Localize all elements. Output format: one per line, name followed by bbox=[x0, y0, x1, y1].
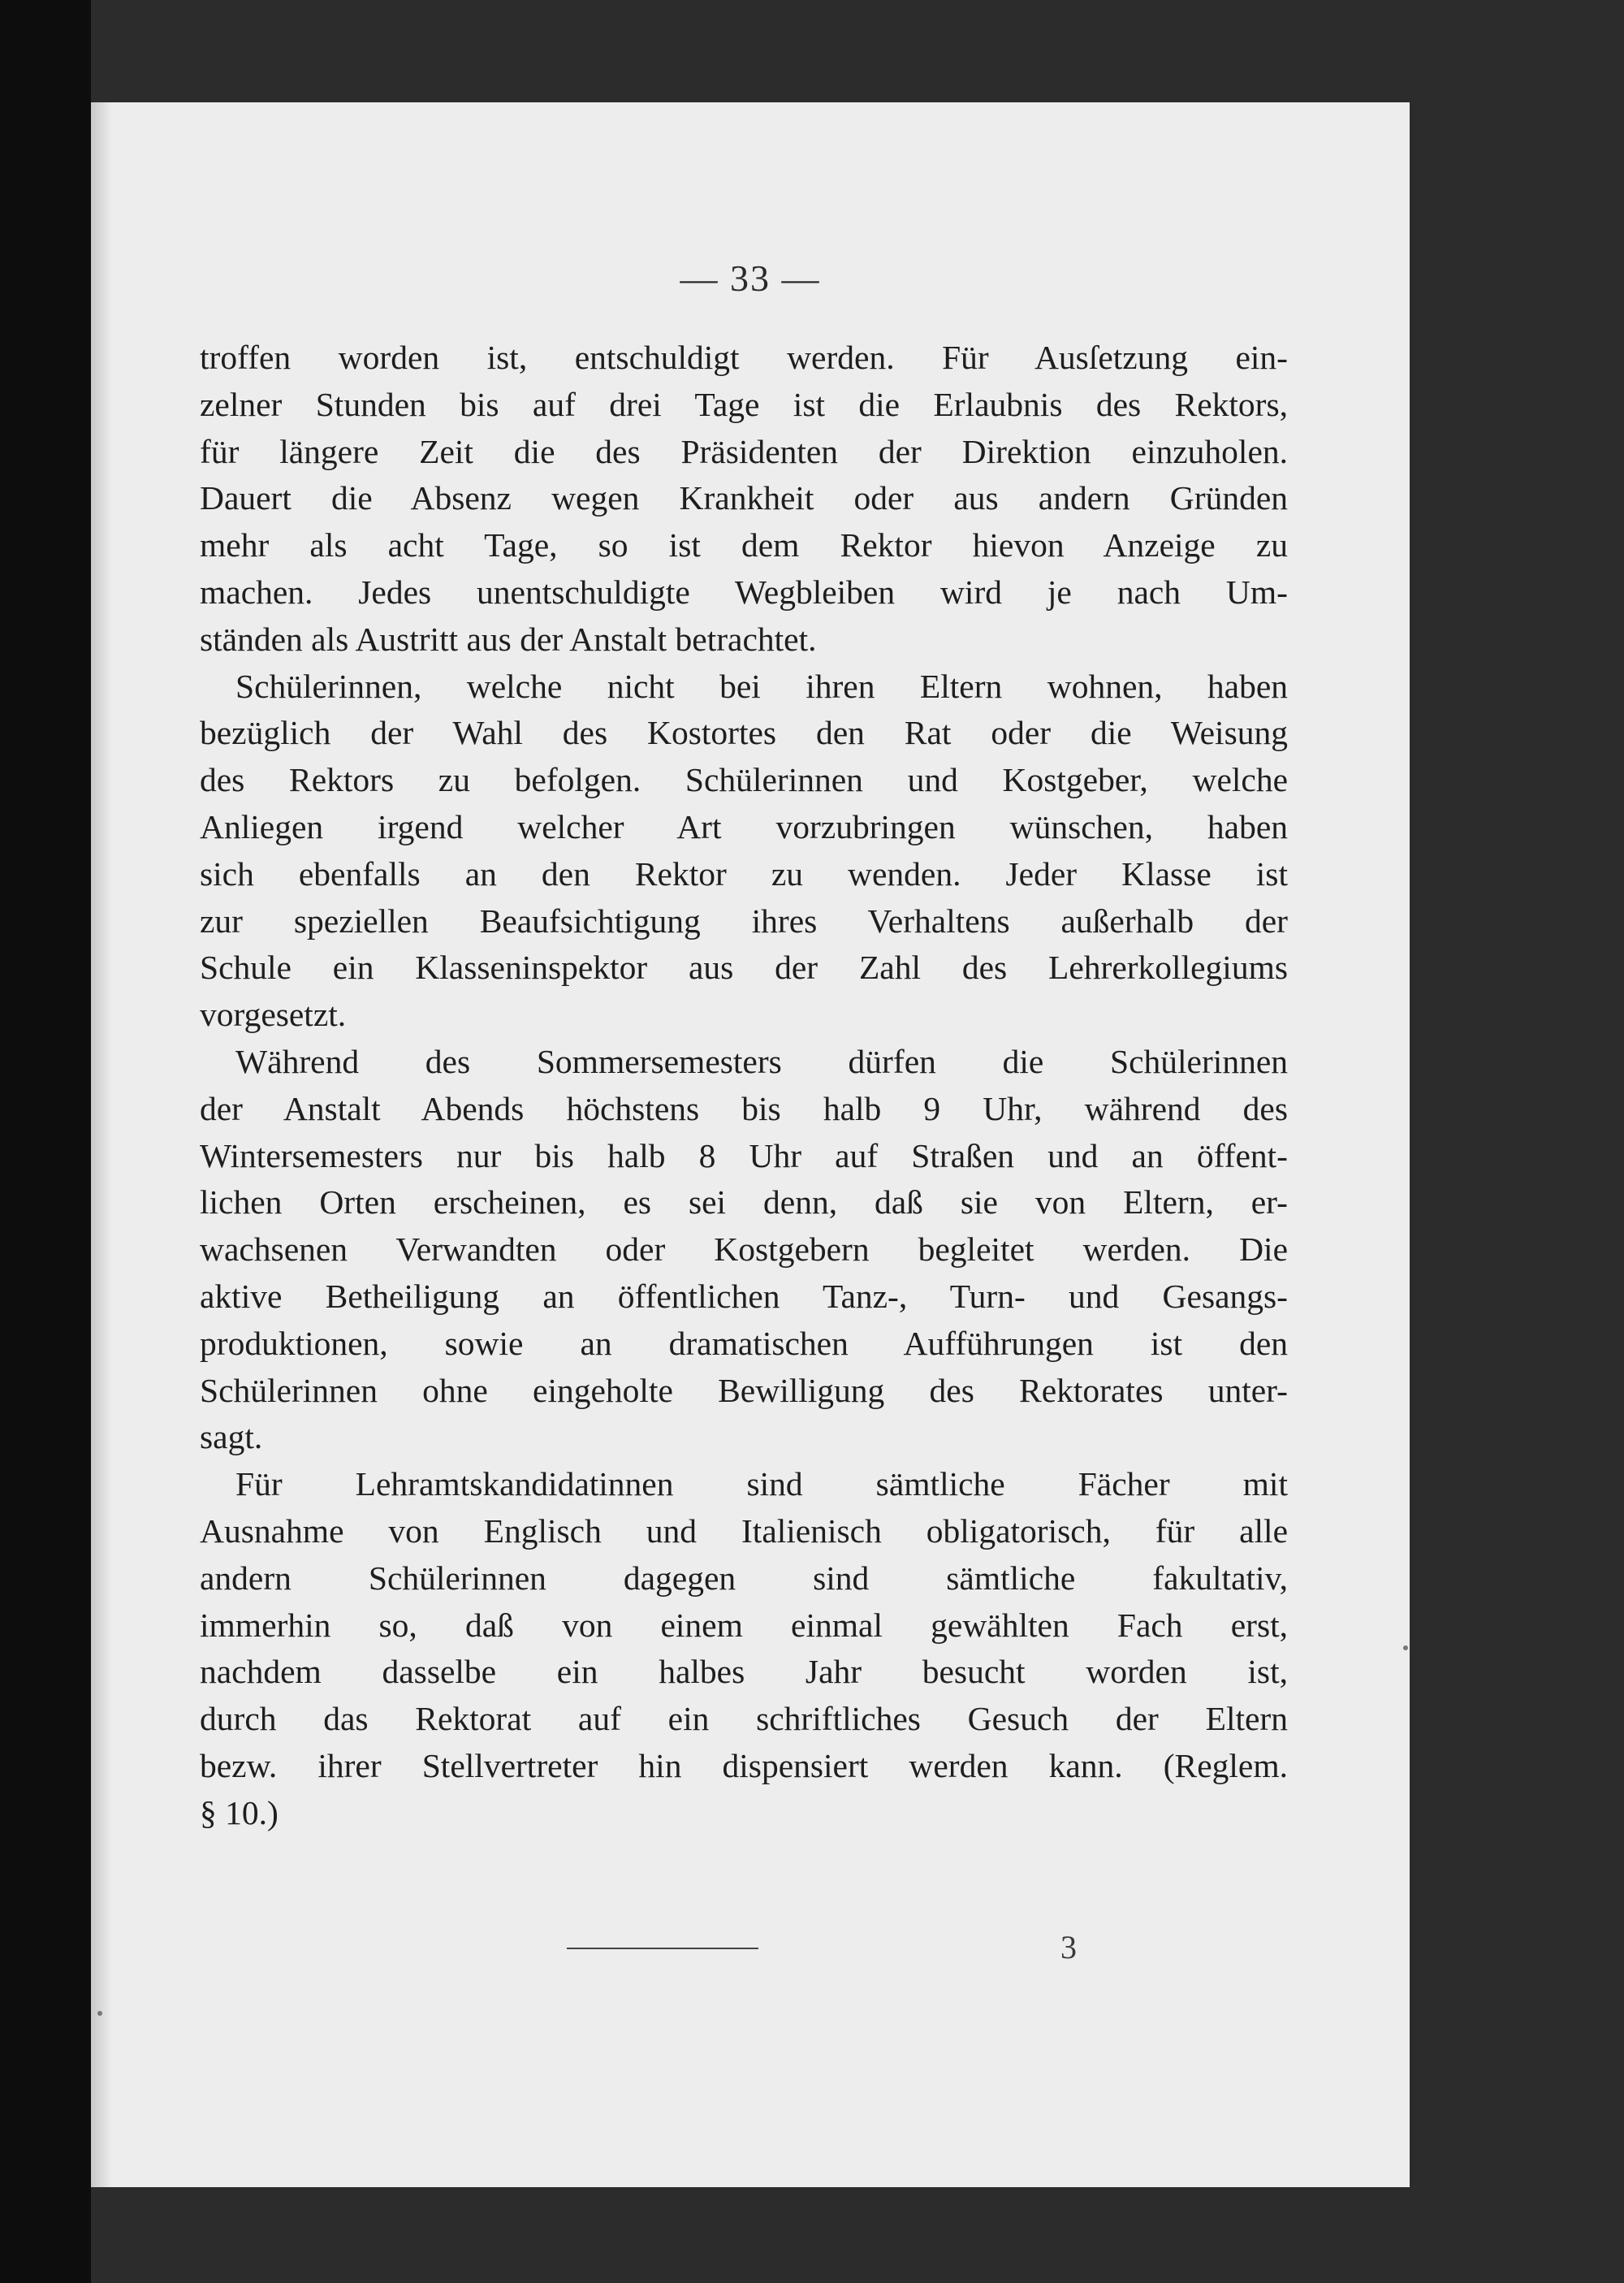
text-line: des Rektors zu befolgen. Schülerinnen und Kostgeber, welche bbox=[200, 761, 1288, 799]
text-line: mehr als acht Tage, so ist dem Rektor hievon Anzeige zu bbox=[200, 526, 1288, 564]
page-gutter-shade bbox=[91, 102, 112, 2187]
text-line: troffen worden ist, entschuldigt werden. Für Ausſetzung ein- bbox=[200, 339, 1288, 376]
document-page bbox=[91, 102, 1410, 2187]
text-line: machen. Jedes unentschuldigte Wegbleiben wird je nach Um- bbox=[200, 573, 1288, 611]
text-line: Für Lehramtskandidatinnen sind sämtliche Fächer mit bbox=[235, 1465, 1288, 1503]
text-line: bezüglich der Wahl des Kostortes den Rat oder die Weisung bbox=[200, 714, 1288, 752]
text-line: Wintersemesters nur bis halb 8 Uhr auf Straßen und an öffent- bbox=[200, 1136, 1288, 1174]
book-spine-shadow bbox=[0, 0, 91, 2283]
scan-speck bbox=[97, 2011, 102, 2016]
text-line: bezw. ihrer Stellvertreter hin dispensiert werden kann. (Reglem. bbox=[200, 1746, 1288, 1784]
text-line: Ausnahme von Englisch und Italienisch obligatorisch, für alle bbox=[200, 1511, 1288, 1550]
text-line: aktive Betheiligung an öffentlichen Tanz-, Turn- und Gesangs- bbox=[200, 1277, 1288, 1315]
text-line: produktionen, sowie an dramatischen Aufführungen ist den bbox=[200, 1324, 1288, 1362]
text-line: lichen Orten erscheinen, es sei denn, daß sie von Eltern, er- bbox=[200, 1183, 1288, 1221]
body-text bbox=[200, 335, 1288, 1837]
text-line: der Anstalt Abends höchstens bis halb 9 Uhr, während des bbox=[200, 1089, 1288, 1127]
text-line: nachdem dasselbe ein halbes Jahr besucht worden ist, bbox=[200, 1653, 1288, 1691]
text-line: vorgesetzt. bbox=[200, 996, 347, 1034]
text-line: Dauert die Absenz wegen Krankheit oder aus andern Gründen bbox=[200, 479, 1288, 517]
text-line: sich ebenfalls an den Rektor zu wenden. Jeder Klasse ist bbox=[200, 854, 1288, 893]
text-line: zelner Stunden bis auf drei Tage ist die Erlaubnis des Rektors, bbox=[200, 385, 1288, 423]
footnote-rule bbox=[567, 1948, 758, 1949]
text-line: sagt. bbox=[200, 1418, 263, 1456]
text-line: Schule ein Klasseninspektor aus der Zahl des Lehrerkollegiums bbox=[200, 949, 1288, 987]
text-line: wachsenen Verwandten oder Kostgebern begleitet werden. Die bbox=[200, 1230, 1288, 1269]
text-line: für längere Zeit die des Präsidenten der Direktion einzuholen. bbox=[200, 432, 1288, 470]
signature-mark: 3 bbox=[1060, 1929, 1077, 1965]
text-line: immerhin so, daß von einem einmal gewählten Fach erst, bbox=[200, 1606, 1288, 1644]
text-line: Anliegen irgend welcher Art vorzubringen wünschen, haben bbox=[200, 807, 1288, 845]
text-line: ständen als Austritt aus der Anstalt betrachtet. bbox=[200, 620, 817, 658]
text-line: § 10.) bbox=[200, 1793, 279, 1831]
text-line: durch das Rektorat auf ein schriftliches Gesuch der Eltern bbox=[200, 1700, 1288, 1738]
text-line: Schülerinnen ohne eingeholte Bewilligung des Rektorates unter- bbox=[200, 1371, 1288, 1409]
text-line: andern Schülerinnen dagegen sind sämtliche fakultativ, bbox=[200, 1559, 1288, 1597]
text-line: Während des Sommersemesters dürfen die Schülerinnen bbox=[235, 1042, 1288, 1080]
text-line: Schülerinnen, welche nicht bei ihren Eltern wohnen, haben bbox=[235, 667, 1288, 705]
text-line: zur speziellen Beaufsichtigung ihres Verhaltens außerhalb der bbox=[200, 902, 1288, 940]
scan-speck bbox=[1403, 1645, 1408, 1650]
page-number-header: — 33 — bbox=[680, 257, 821, 299]
